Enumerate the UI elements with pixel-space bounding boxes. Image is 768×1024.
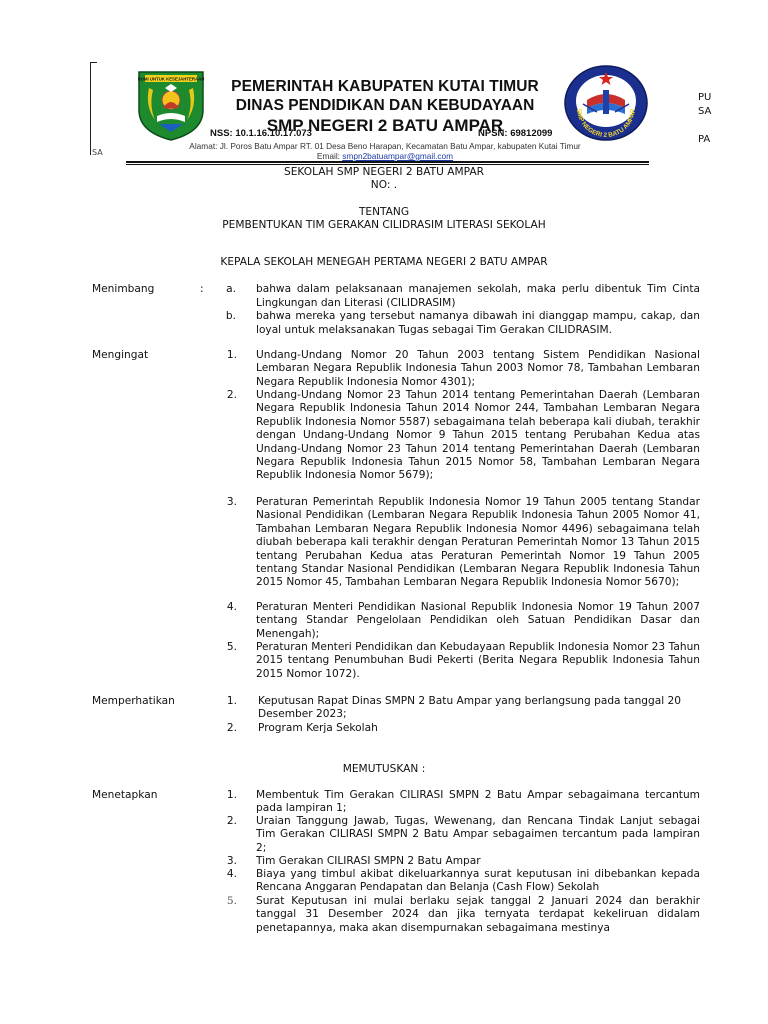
mengingat-label: Mengingat — [92, 349, 149, 361]
email-line — [160, 151, 610, 161]
menetapkan-label: Menetapkan — [92, 789, 158, 801]
menetapkan-marker: 5. — [226, 895, 237, 907]
menetapkan-marker: 4. — [226, 868, 237, 880]
right-margin-fragment-2: SA — [698, 106, 712, 117]
left-margin-fragment: SA — [92, 148, 103, 157]
decree-authority: KEPALA SEKOLAH MENEGAH PERTAMA NEGERI 2 BATU AMPAR — [220, 256, 548, 268]
menetapkan-item: Surat Keputusan ini mulai berlaku sejak tanggal 2 Januari 2024 dan berakhir tanggal 31 Desember 2024 dan jika ternyata terdapat kekeliruan didalam penetapannya, maka akan disempurnakan sebagaimana mestinya — [256, 895, 700, 934]
menetapkan-marker: 1. — [226, 789, 237, 801]
menetapkan-marker: 3. — [226, 855, 237, 867]
mengingat-item: Peraturan Pemerintah Republik Indonesia Nomor 19 Tahun 2005 tentang Standar Nasional Pendidikan (Lembaran Negara Republik Indonesia Tahun 2005 Nomor 41, Tambahan Lembaran Negara Republik Indonesia Nomor 4496) sebagaimana telah diubah beberapa kali terakhir dengan Peraturan Pemerintah Nomor 13 Tahun 2015 tentang Perubahan Kedua atas Peraturan Pemerintah Nomor 19 Tahun 2005 tentang Standar Nasional Pendidikan (Lembaran Negara Republik Indonesia Tahun 2015 Nomor 45, Tambahan Lembaran Negara Republik Indonesia Nomor 5670); — [256, 496, 700, 589]
crest-ribbon-text: BUMI UNTUK KESEJAHTERAAN — [137, 76, 205, 82]
memperhatikan-label: Memperhatikan — [92, 695, 175, 707]
decree-about: TENTANG — [358, 206, 410, 218]
mengingat-marker: 2. — [226, 389, 237, 401]
decree-number: NO: . — [370, 179, 398, 191]
memperhatikan-item: Keputusan Rapat Dinas SMPN 2 Batu Ampar yang berlangsung pada tanggal 20 Desember 2023; — [258, 695, 682, 721]
menetapkan-item: Uraian Tanggung Jawab, Tugas, Wewenang, dan Rencana Tindak Lanjut sebagai Tim Gerakan CILIRASI SMPN 2 Batu Ampar sebagaimen tercantum pada lampiran 2; — [256, 815, 700, 854]
npsn-number: NPSN: 69812099 — [478, 128, 553, 139]
mengingat-item: Peraturan Menteri Pendidikan Nasional Republik Indonesia Nomor 19 Tahun 2007 tentang Standar Pengelolaan Pendidikan oleh Satuan Pendidikan Dasar dan Menengah); — [256, 601, 700, 640]
menetapkan-item: Membentuk Tim Gerakan CILIRASI SMPN 2 Batu Ampar sebagaimana tercantum pada lampiran 1; — [256, 789, 700, 815]
menimbang-marker: a. — [226, 283, 236, 295]
right-margin-fragment-1: PU — [698, 92, 712, 103]
mengingat-marker: 5. — [226, 641, 237, 653]
menimbang-marker: b. — [225, 310, 236, 322]
mengingat-item: Undang-Undang Nomor 20 Tahun 2003 tentang Sistem Pendidikan Nasional Lembaran Negara Republik Indonesia Tahun 2003 Nomor 78, Tambahan Lembaran Negara Republik Indonesia Nomor 4301); — [256, 349, 700, 388]
letterhead-address-block — [160, 141, 610, 161]
memperhatikan-marker: 2. — [226, 722, 237, 734]
menetapkan-marker: 2. — [226, 815, 237, 827]
email-link[interactable]: smpn2batuampar@gmail.com — [342, 151, 454, 161]
memutuskan-heading: MEMUTUSKAN : — [342, 763, 426, 775]
margin-bracket — [90, 62, 97, 155]
letterhead-department: DINAS PENDIDIKAN DAN KEBUDAYAAN — [235, 97, 535, 114]
decree-school: SEKOLAH SMP NEGERI 2 BATU AMPAR — [284, 166, 484, 178]
letterhead-rule-thin — [126, 164, 649, 165]
mengingat-item: Undang-Undang Nomor 23 Tahun 2014 tentang Pemerintahan Daerah (Lembaran Negara Republik Indonesia Tahun 2014 Nomor 244, Tambahan Lembaran Negara Republik Indonesia Nomor 5587) sebagaimana telah beberapa kali diubah, terakhir dengan Undang-Undang Nomor 9 Tahun 2015 tentang Perubahan Kedua atas Undang-Undang Nomor 23 Tahun 2014 tentang Pemerintahan Daerah (Lembaran Negara Republik Indonesia Tahun 2015 Nomor 58, Tambahan Lembaran Negara Republik Indonesia Nomor 5679); — [256, 389, 700, 482]
letterhead-government: PEMERINTAH KABUPATEN KUTAI TIMUR — [231, 78, 539, 95]
menimbang-label: Menimbang — [92, 283, 155, 295]
letterhead-rule-thick — [126, 161, 649, 163]
right-margin-fragment-3: PA — [698, 134, 711, 145]
mengingat-item: Peraturan Menteri Pendidikan dan Kebudayaan Republik Indonesia Nomor 23 Tahun 2015 tentang Penumbuhan Budi Pekerti (Berita Negara Republik Indonesia Tahun 2015 Nomor 1072). — [256, 641, 700, 680]
mengingat-marker: 1. — [226, 349, 237, 361]
nss-number: NSS: 10.1.16.10.17.073 — [210, 128, 312, 139]
menimbang-colon: : — [200, 283, 204, 295]
emblem-ring-text: SMP NEGERI 2 BATU AMPAR — [574, 108, 638, 140]
menetapkan-item: Tim Gerakan CILIRASI SMPN 2 Batu Ampar — [256, 855, 481, 867]
memperhatikan-marker: 1. — [226, 695, 237, 707]
memperhatikan-item: Program Kerja Sekolah — [258, 722, 378, 734]
school-emblem-logo — [563, 64, 649, 142]
mengingat-marker: 4. — [226, 601, 237, 613]
menetapkan-item: Biaya yang timbul akibat dikeluarkannya surat keputusan ini dibebankan kepada Rencana Anggaran Pendapatan dan Belanja (Cash Flow) Sekolah — [256, 868, 700, 894]
school-address: Alamat: Jl. Poros Batu Ampar RT. 01 Desa Beno Harapan, Kecamatan Batu Ampar, kabupaten Kutai Timur — [189, 141, 581, 151]
kutai-timur-crest-logo — [135, 66, 207, 142]
mengingat-marker: 3. — [226, 496, 237, 508]
decree-subject: PEMBENTUKAN TIM GERAKAN CILIDRASIM LITERASI SEKOLAH — [222, 219, 546, 231]
menimbang-item: bahwa dalam pelaksanaan manajemen sekolah, maka perlu dibentuk Tim Cinta Lingkungan dan Literasi (CILIDRASIM) — [256, 283, 700, 309]
email-label: Email: — [316, 151, 343, 161]
menimbang-item: bahwa mereka yang tersebut namanya dibawah ini dianggap mampu, cakap, dan loyal untuk melaksanakan Tugas sebagai Tim Gerakan CILIDRASIM. — [256, 310, 700, 336]
letterhead-school-name: SMP NEGERI 2 BATU AMPAR — [266, 116, 504, 135]
